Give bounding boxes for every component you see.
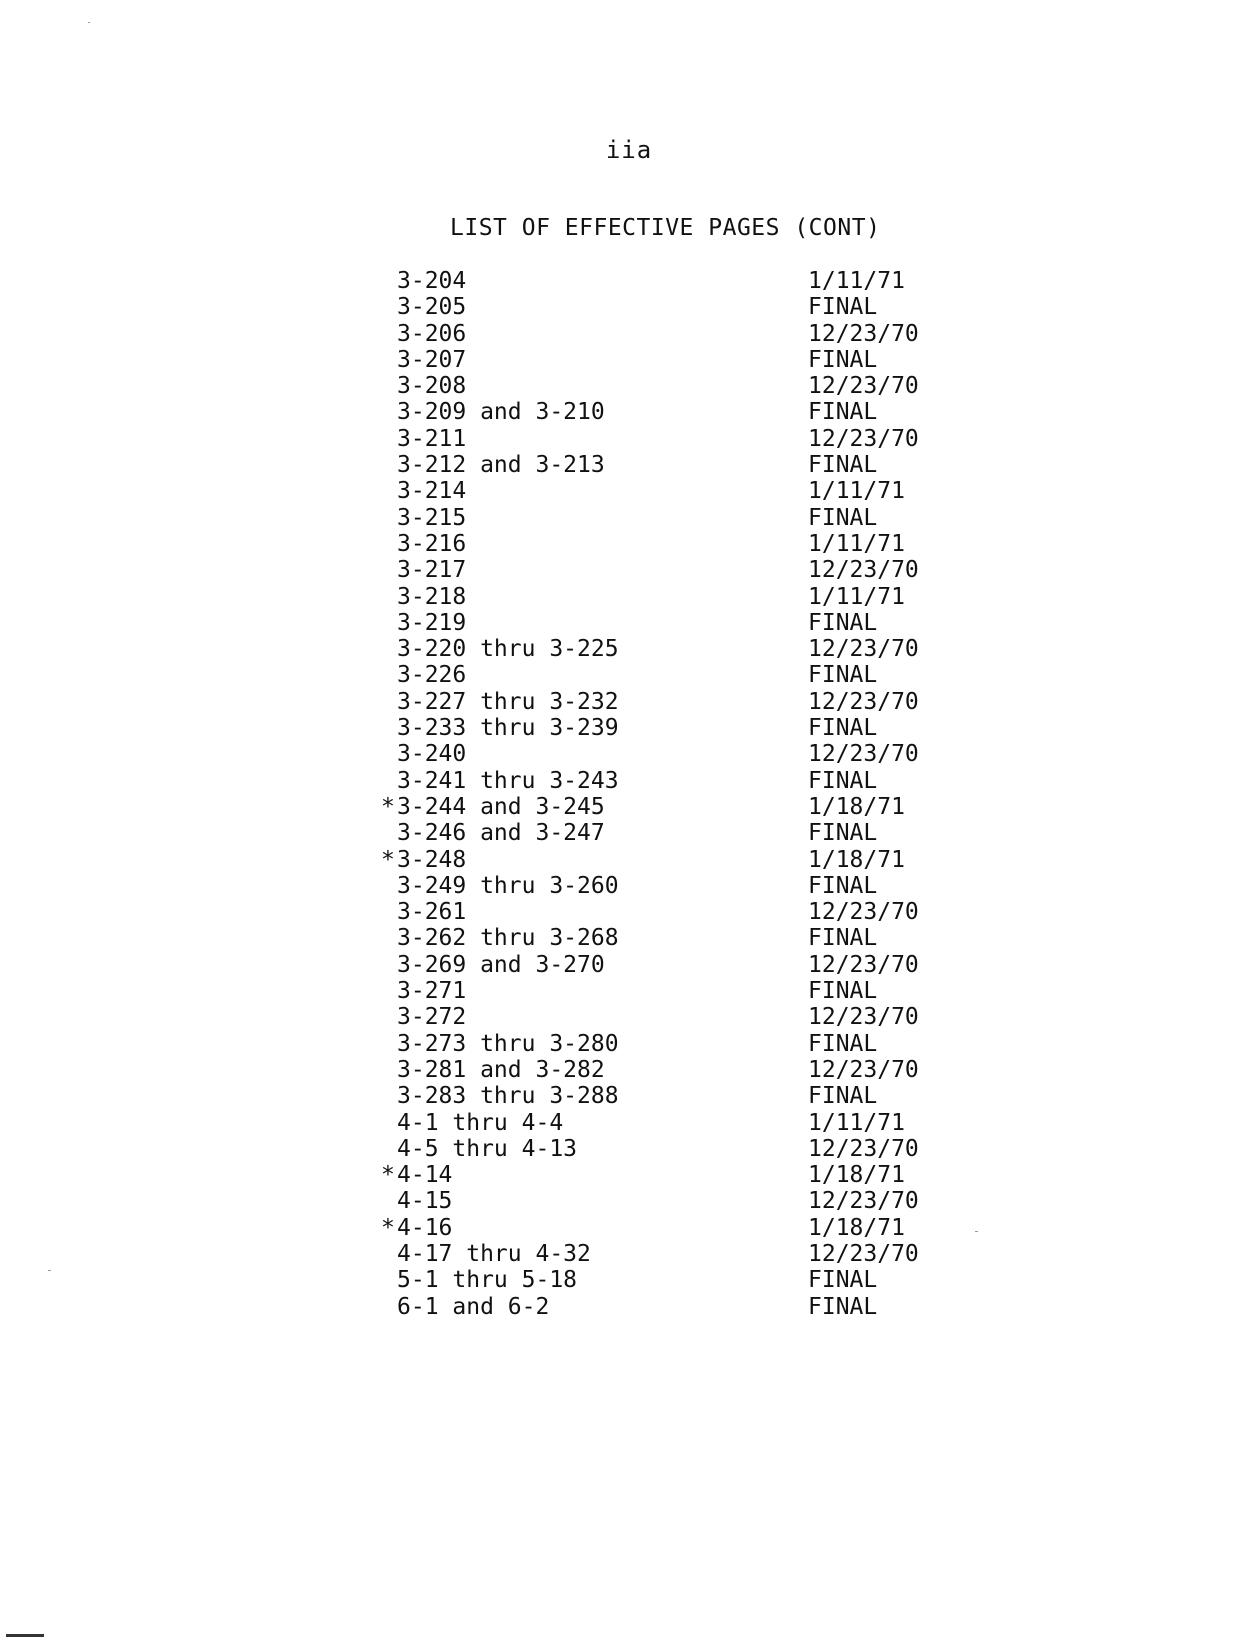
list-item xyxy=(383,636,943,662)
entry-date: 12/23/70 xyxy=(808,1188,919,1215)
list-item xyxy=(383,689,943,715)
entry-pages: 3-246 and 3-247 xyxy=(397,820,605,847)
list-item xyxy=(383,1004,943,1030)
list-item xyxy=(383,557,943,583)
list-item xyxy=(383,1083,943,1109)
entry-date: 12/23/70 xyxy=(808,636,919,663)
entry-date: FINAL xyxy=(808,294,878,321)
entry-pages: 4-5 thru 4-13 xyxy=(397,1135,578,1162)
entry-date: 12/23/70 xyxy=(808,899,919,926)
effective-pages-list xyxy=(383,268,943,1320)
entry-pages: 4-14 xyxy=(397,1162,453,1189)
entry-date: FINAL xyxy=(808,1083,878,1110)
entry-pages: 3-216 xyxy=(397,530,467,557)
entry-date: FINAL xyxy=(808,609,878,636)
list-item xyxy=(383,399,943,425)
entry-date: FINAL xyxy=(808,1293,878,1320)
entry-pages: 4-16 xyxy=(397,1214,453,1241)
entry-pages: 3-208 xyxy=(397,373,467,400)
list-item xyxy=(383,1215,943,1241)
entry-date: 1/18/71 xyxy=(808,846,905,873)
entry-pages: 3-219 xyxy=(397,609,467,636)
entry-date: 1/18/71 xyxy=(808,1162,905,1189)
list-item xyxy=(383,1188,943,1214)
entry-pages: 3-215 xyxy=(397,504,467,531)
entry-date: 1/11/71 xyxy=(808,478,905,505)
list-item xyxy=(383,1031,943,1057)
list-item xyxy=(383,1057,943,1083)
entry-date: FINAL xyxy=(808,346,878,373)
entry-date: 1/11/71 xyxy=(808,268,905,294)
entry-date: FINAL xyxy=(808,452,878,479)
entry-date: 12/23/70 xyxy=(808,1135,919,1162)
list-item xyxy=(383,347,943,373)
entry-pages: 3-273 thru 3-280 xyxy=(397,1030,619,1057)
entry-pages: 3-212 and 3-213 xyxy=(397,452,605,479)
entry-pages: 4-15 xyxy=(397,1188,453,1215)
entry-date: FINAL xyxy=(808,399,878,426)
entry-pages: 3-249 thru 3-260 xyxy=(397,872,619,899)
list-item xyxy=(383,1136,943,1162)
entry-date: FINAL xyxy=(808,1267,878,1294)
entry-date: 12/23/70 xyxy=(808,741,919,768)
scan-mark-bottom-left xyxy=(6,1634,44,1637)
list-item xyxy=(383,794,943,820)
list-item xyxy=(383,899,943,925)
list-item xyxy=(383,584,943,610)
entry-pages: 3-226 xyxy=(397,662,467,689)
entry-date: FINAL xyxy=(808,715,878,742)
entry-date: 12/23/70 xyxy=(808,1240,919,1267)
list-item xyxy=(383,978,943,1004)
entry-date: FINAL xyxy=(808,662,878,689)
entry-date: 12/23/70 xyxy=(808,425,919,452)
list-item xyxy=(383,1110,943,1136)
entry-pages: 3-206 xyxy=(397,320,467,347)
change-marker: * xyxy=(381,1162,395,1189)
entry-date: 1/11/71 xyxy=(808,583,905,610)
entry-pages: 3-244 and 3-245 xyxy=(397,793,605,820)
list-item xyxy=(383,478,943,504)
entry-pages: 3-227 thru 3-232 xyxy=(397,688,619,715)
entry-pages: 3-214 xyxy=(397,478,467,505)
entry-pages: 3-272 xyxy=(397,1004,467,1031)
entry-date: 12/23/70 xyxy=(808,320,919,347)
entry-date: FINAL xyxy=(808,820,878,847)
list-item xyxy=(383,294,943,320)
entry-date: 1/18/71 xyxy=(808,1214,905,1241)
entry-pages: 3-262 thru 3-268 xyxy=(397,925,619,952)
entry-pages: 3-233 thru 3-239 xyxy=(397,715,619,742)
entry-pages: 3-204 xyxy=(397,268,467,294)
entry-date: FINAL xyxy=(808,978,878,1005)
entry-pages: 3-209 and 3-210 xyxy=(397,399,605,426)
entry-pages: 3-269 and 3-270 xyxy=(397,951,605,978)
list-item xyxy=(383,952,943,978)
entry-date: 12/23/70 xyxy=(808,1056,919,1083)
scan-mark-left xyxy=(48,1270,51,1271)
entry-date: FINAL xyxy=(808,925,878,952)
entry-pages: 3-261 xyxy=(397,899,467,926)
list-item xyxy=(383,505,943,531)
entry-pages: 4-17 thru 4-32 xyxy=(397,1240,591,1267)
entry-date: 1/11/71 xyxy=(808,530,905,557)
list-item xyxy=(383,1294,943,1320)
entry-date: 1/11/71 xyxy=(808,1109,905,1136)
list-item xyxy=(383,1241,943,1267)
entry-date: 12/23/70 xyxy=(808,557,919,584)
entry-pages: 3-283 thru 3-288 xyxy=(397,1083,619,1110)
list-item xyxy=(383,662,943,688)
page-heading: LIST OF EFFECTIVE PAGES (CONT) xyxy=(450,215,881,241)
list-item xyxy=(383,847,943,873)
list-item xyxy=(383,768,943,794)
change-marker: * xyxy=(381,1214,395,1241)
entry-date: FINAL xyxy=(808,1030,878,1057)
list-item xyxy=(383,873,943,899)
list-item xyxy=(383,531,943,557)
list-item xyxy=(383,820,943,846)
entry-pages: 3-207 xyxy=(397,346,467,373)
entry-pages: 3-281 and 3-282 xyxy=(397,1056,605,1083)
entry-pages: 3-211 xyxy=(397,425,467,452)
list-item xyxy=(383,1267,943,1293)
entry-pages: 3-271 xyxy=(397,978,467,1005)
list-item xyxy=(383,452,943,478)
entry-pages: 3-248 xyxy=(397,846,467,873)
entry-pages: 3-217 xyxy=(397,557,467,584)
list-item xyxy=(383,426,943,452)
list-item xyxy=(383,610,943,636)
list-item xyxy=(383,373,943,399)
entry-date: FINAL xyxy=(808,872,878,899)
list-item xyxy=(383,321,943,347)
list-item xyxy=(383,925,943,951)
entry-date: 12/23/70 xyxy=(808,1004,919,1031)
page-number: iia xyxy=(605,136,653,164)
entry-pages: 5-1 thru 5-18 xyxy=(397,1267,578,1294)
entry-date: FINAL xyxy=(808,767,878,794)
entry-date: 12/23/70 xyxy=(808,373,919,400)
scan-mark-top-left xyxy=(88,22,90,23)
entry-pages: 3-205 xyxy=(397,294,467,321)
entry-date: 12/23/70 xyxy=(808,688,919,715)
list-item xyxy=(383,715,943,741)
entry-date: FINAL xyxy=(808,504,878,531)
list-item xyxy=(383,1162,943,1188)
list-item xyxy=(383,268,943,294)
entry-pages: 4-1 thru 4-4 xyxy=(397,1109,564,1136)
list-item xyxy=(383,741,943,767)
entry-pages: 3-218 xyxy=(397,583,467,610)
entry-pages: 3-220 thru 3-225 xyxy=(397,636,619,663)
change-marker: * xyxy=(381,846,395,873)
entry-pages: 6-1 and 6-2 xyxy=(397,1293,550,1320)
entry-date: 12/23/70 xyxy=(808,951,919,978)
entry-pages: 3-241 thru 3-243 xyxy=(397,767,619,794)
entry-pages: 3-240 xyxy=(397,741,467,768)
entry-date: 1/18/71 xyxy=(808,793,905,820)
scan-mark-right xyxy=(975,1231,978,1232)
change-marker: * xyxy=(381,793,395,820)
